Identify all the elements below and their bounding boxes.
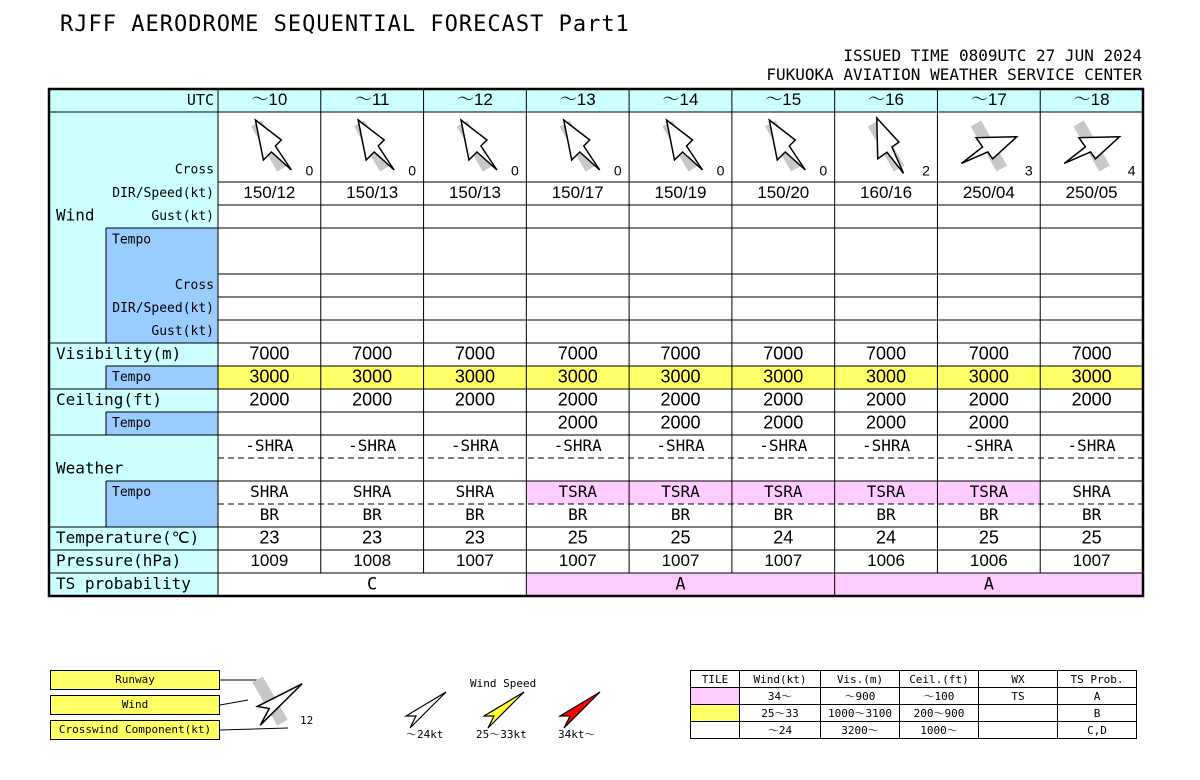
visibility-value: 7000 bbox=[454, 343, 495, 364]
weather-tempo-value-2: BR bbox=[773, 505, 793, 524]
legend-cross-value: 12 bbox=[300, 714, 314, 727]
wind-arrow-icon bbox=[354, 120, 394, 172]
arrow-high-icon bbox=[560, 692, 600, 728]
wind-arrow-icon bbox=[1064, 118, 1121, 174]
ceiling-tempo-value: 2000 bbox=[866, 412, 907, 433]
temperature-value: 23 bbox=[464, 527, 485, 548]
key-row bbox=[691, 722, 1137, 739]
key-cell bbox=[979, 705, 1058, 722]
tempo-cross-label: Cross bbox=[174, 278, 214, 293]
crosswind-value: 3 bbox=[1024, 162, 1033, 179]
pressure-value: 1007 bbox=[456, 550, 494, 570]
key-header: Ceil.(ft) bbox=[900, 671, 979, 688]
ceiling-label: Ceiling(ft) bbox=[56, 390, 162, 409]
ceiling-value: 2000 bbox=[352, 389, 393, 410]
ceiling-tempo-label: Tempo bbox=[112, 416, 152, 431]
arrow-low-icon bbox=[406, 692, 446, 728]
weather-tempo-value-2: BR bbox=[568, 505, 588, 524]
visibility-tempo-value: 3000 bbox=[763, 366, 804, 387]
dir-speed-value: 160/16 bbox=[860, 182, 913, 202]
utc-hour: ～15 bbox=[765, 89, 802, 109]
visibility-value: 7000 bbox=[866, 343, 907, 364]
ts-probability-value: A bbox=[675, 574, 686, 595]
crosswind-value: 4 bbox=[1127, 162, 1136, 179]
pressure-label: Pressure(hPa) bbox=[56, 551, 182, 570]
pressure-value: 1006 bbox=[867, 550, 905, 570]
key-tile bbox=[691, 705, 740, 722]
ceiling-tempo-value: 2000 bbox=[557, 412, 598, 433]
arrow-mid-icon bbox=[484, 692, 524, 728]
weather-tempo-value-2: BR bbox=[1081, 505, 1102, 524]
visibility-tempo-value: 3000 bbox=[968, 366, 1009, 387]
pressure-value: 1008 bbox=[353, 550, 392, 570]
ceiling-value: 2000 bbox=[866, 389, 907, 410]
weather-value: -SHRA bbox=[656, 436, 705, 455]
key-tile bbox=[691, 722, 740, 739]
utc-hour: ～13 bbox=[559, 89, 596, 109]
visibility-label: Visibility(m) bbox=[56, 344, 182, 363]
visibility-value: 7000 bbox=[557, 343, 598, 364]
crosswind-value: 0 bbox=[305, 162, 314, 179]
weather-tempo-value: TSRA bbox=[866, 482, 906, 501]
speed-mid-label: 25～33kt bbox=[476, 728, 527, 741]
pressure-value: 1007 bbox=[558, 550, 597, 570]
utc-hour: ～14 bbox=[662, 89, 699, 109]
weather-value: -SHRA bbox=[553, 436, 602, 455]
tempo-dir-speed-label: DIR/Speed(kt) bbox=[112, 301, 214, 316]
crosswind-value: 2 bbox=[922, 162, 930, 179]
wind-arrow-icon bbox=[961, 118, 1018, 174]
weather-tempo-value-2: BR bbox=[670, 505, 691, 524]
ceiling-value: 2000 bbox=[557, 389, 598, 410]
weather-tempo-value-2: BR bbox=[876, 505, 896, 524]
weather-tempo-value-2: BR bbox=[362, 505, 382, 524]
utc-hour: ～10 bbox=[251, 89, 288, 109]
dir-speed-value: 150/13 bbox=[448, 182, 501, 202]
temperature-value: 25 bbox=[567, 527, 588, 548]
crosswind-value: 0 bbox=[613, 162, 622, 179]
utc-hour: ～18 bbox=[1073, 89, 1110, 109]
visibility-value: 7000 bbox=[968, 343, 1009, 364]
ts-probability-value: C bbox=[367, 574, 378, 595]
visibility-tempo-value: 3000 bbox=[866, 366, 907, 387]
speed-high-label: 34kt～ bbox=[558, 728, 596, 741]
legend-crosswind-label: Crosswind Component(kt) bbox=[50, 720, 220, 740]
crosswind-value: 0 bbox=[819, 162, 828, 179]
key-cell: ～24 bbox=[740, 722, 821, 739]
wind-tempo-label: Tempo bbox=[112, 232, 152, 248]
dir-speed-value: 150/19 bbox=[654, 182, 707, 202]
legend-wind-diagram bbox=[218, 670, 328, 750]
temperature-value: 25 bbox=[670, 527, 691, 548]
wind-arrow-icon bbox=[662, 120, 702, 172]
pressure-value: 1007 bbox=[1072, 550, 1111, 570]
key-cell: A bbox=[1058, 688, 1137, 705]
key-cell: 1000～ bbox=[900, 722, 979, 739]
weather-tempo-value: SHRA bbox=[250, 482, 289, 501]
weather-tempo-value: TSRA bbox=[661, 482, 700, 501]
color-key-table bbox=[690, 670, 1137, 739]
key-header: Vis.(m) bbox=[821, 671, 900, 688]
gust-label: Gust(kt) bbox=[151, 209, 214, 224]
ts-probability-label: TS probability bbox=[56, 574, 191, 593]
key-row bbox=[691, 688, 1137, 705]
key-header: WX bbox=[979, 671, 1058, 688]
visibility-tempo-value: 3000 bbox=[249, 366, 290, 387]
dir-speed-value: 150/20 bbox=[757, 182, 810, 202]
utc-label: UTC bbox=[186, 91, 214, 109]
temperature-value: 23 bbox=[362, 527, 383, 548]
key-header-row bbox=[691, 671, 1137, 688]
ceiling-value: 2000 bbox=[1071, 389, 1112, 410]
key-header: TS Prob. bbox=[1058, 671, 1137, 688]
utc-hour: ～17 bbox=[970, 89, 1007, 109]
ceiling-value: 2000 bbox=[249, 389, 290, 410]
ceiling-tempo-value: 2000 bbox=[763, 412, 804, 433]
weather-label: Weather bbox=[56, 458, 124, 478]
key-cell: 3200～ bbox=[821, 722, 900, 739]
visibility-tempo-label: Tempo bbox=[112, 370, 152, 385]
temperature-value: 24 bbox=[773, 527, 794, 548]
wind-arrow-icon bbox=[861, 117, 912, 174]
visibility-tempo-value: 3000 bbox=[660, 366, 701, 387]
utc-hour: ～11 bbox=[354, 89, 390, 109]
key-row bbox=[691, 705, 1137, 722]
ceiling-value: 2000 bbox=[660, 389, 701, 410]
dir-speed-value: 150/13 bbox=[346, 182, 399, 202]
ceiling-tempo-value: 2000 bbox=[660, 412, 701, 433]
weather-value: -SHRA bbox=[1067, 436, 1116, 455]
weather-value: -SHRA bbox=[964, 436, 1013, 455]
utc-hour: ～12 bbox=[456, 89, 493, 109]
wind-speed-arrows bbox=[400, 690, 620, 730]
temperature-label: Temperature(℃) bbox=[56, 528, 200, 547]
weather-tempo-value-2: BR bbox=[465, 505, 485, 524]
temperature-value: 25 bbox=[1081, 527, 1102, 548]
visibility-tempo-value: 3000 bbox=[1071, 366, 1112, 387]
utc-hour: ～16 bbox=[868, 89, 905, 109]
key-cell: ～900 bbox=[821, 688, 900, 705]
key-cell: TS bbox=[979, 688, 1058, 705]
dir-speed-value: 150/12 bbox=[243, 182, 296, 202]
temperature-value: 25 bbox=[978, 527, 999, 548]
tempo-gust-label: Gust(kt) bbox=[151, 324, 214, 339]
visibility-tempo-value: 3000 bbox=[557, 366, 598, 387]
key-cell: C,D bbox=[1058, 722, 1137, 739]
weather-value: -SHRA bbox=[245, 436, 294, 455]
crosswind-value: 0 bbox=[408, 162, 417, 179]
dir-speed-value: 150/17 bbox=[551, 182, 604, 202]
visibility-value: 7000 bbox=[660, 343, 701, 364]
dir-speed-value: 250/04 bbox=[962, 182, 1015, 202]
key-cell: B bbox=[1058, 705, 1137, 722]
dir-speed-label: DIR/Speed(kt) bbox=[112, 186, 214, 201]
ceiling-value: 2000 bbox=[454, 389, 495, 410]
crosswind-value: 0 bbox=[511, 162, 519, 179]
weather-value: -SHRA bbox=[861, 436, 911, 455]
key-cell: 1000～3100 bbox=[821, 705, 900, 722]
visibility-tempo-value: 3000 bbox=[352, 366, 393, 387]
visibility-value: 7000 bbox=[763, 343, 804, 364]
key-tile bbox=[691, 688, 740, 705]
speed-low-label: ～24kt bbox=[406, 728, 444, 741]
wind-arrow-icon bbox=[251, 120, 291, 172]
weather-value: -SHRA bbox=[348, 436, 397, 455]
issuing-center: FUKUOKA AVIATION WEATHER SERVICE CENTER bbox=[766, 65, 1142, 84]
weather-tempo-value: SHRA bbox=[352, 482, 392, 501]
temperature-value: 24 bbox=[876, 527, 897, 548]
pressure-value: 1007 bbox=[661, 550, 700, 570]
key-header: TILE bbox=[691, 671, 740, 688]
weather-tempo-value: TSRA bbox=[969, 482, 1009, 501]
pressure-value: 1007 bbox=[764, 550, 803, 570]
key-cell: 34～ bbox=[740, 688, 821, 705]
visibility-tempo-value: 3000 bbox=[454, 366, 495, 387]
weather-tempo-value-2: BR bbox=[979, 505, 999, 524]
pressure-value: 1009 bbox=[250, 550, 289, 570]
key-cell bbox=[979, 722, 1058, 739]
ts-probability-value: A bbox=[983, 574, 994, 595]
wind-speed-title: Wind Speed bbox=[470, 677, 537, 690]
legend-wind-label: Wind bbox=[50, 695, 220, 715]
legend-runway-label: Runway bbox=[50, 670, 220, 690]
wind-label: Wind bbox=[56, 205, 95, 225]
dir-speed-value: 250/05 bbox=[1065, 182, 1118, 202]
weather-tempo-value: SHRA bbox=[455, 482, 495, 501]
weather-tempo-value-2: BR bbox=[259, 505, 280, 524]
weather-tempo-value: SHRA bbox=[1072, 482, 1111, 501]
wind-arrow-icon bbox=[765, 120, 805, 172]
ceiling-tempo-value: 2000 bbox=[968, 412, 1009, 433]
weather-value: -SHRA bbox=[450, 436, 500, 455]
page-title: RJFF AERODROME SEQUENTIAL FORECAST Part1 bbox=[60, 12, 630, 37]
visibility-value: 7000 bbox=[352, 343, 393, 364]
visibility-value: 7000 bbox=[249, 343, 290, 364]
visibility-value: 7000 bbox=[1071, 343, 1112, 364]
key-cell: ～100 bbox=[900, 688, 979, 705]
crosswind-value: 0 bbox=[716, 162, 725, 179]
ceiling-value: 2000 bbox=[968, 389, 1009, 410]
wind-arrow-icon bbox=[457, 120, 497, 172]
weather-tempo-label: Tempo bbox=[112, 485, 152, 500]
key-header: Wind(kt) bbox=[740, 671, 821, 688]
temperature-value: 23 bbox=[259, 527, 280, 548]
pressure-value: 1006 bbox=[969, 550, 1008, 570]
issued-time: ISSUED TIME 0809UTC 27 JUN 2024 bbox=[843, 46, 1142, 65]
wind-arrow-icon bbox=[560, 120, 600, 172]
ceiling-value: 2000 bbox=[763, 389, 804, 410]
cross-label: Cross bbox=[174, 162, 214, 178]
weather-tempo-value: TSRA bbox=[764, 482, 803, 501]
weather-tempo-value: TSRA bbox=[558, 482, 597, 501]
key-cell: 25～33 bbox=[740, 705, 821, 722]
key-cell: 200～900 bbox=[900, 705, 979, 722]
weather-value: -SHRA bbox=[759, 436, 808, 455]
